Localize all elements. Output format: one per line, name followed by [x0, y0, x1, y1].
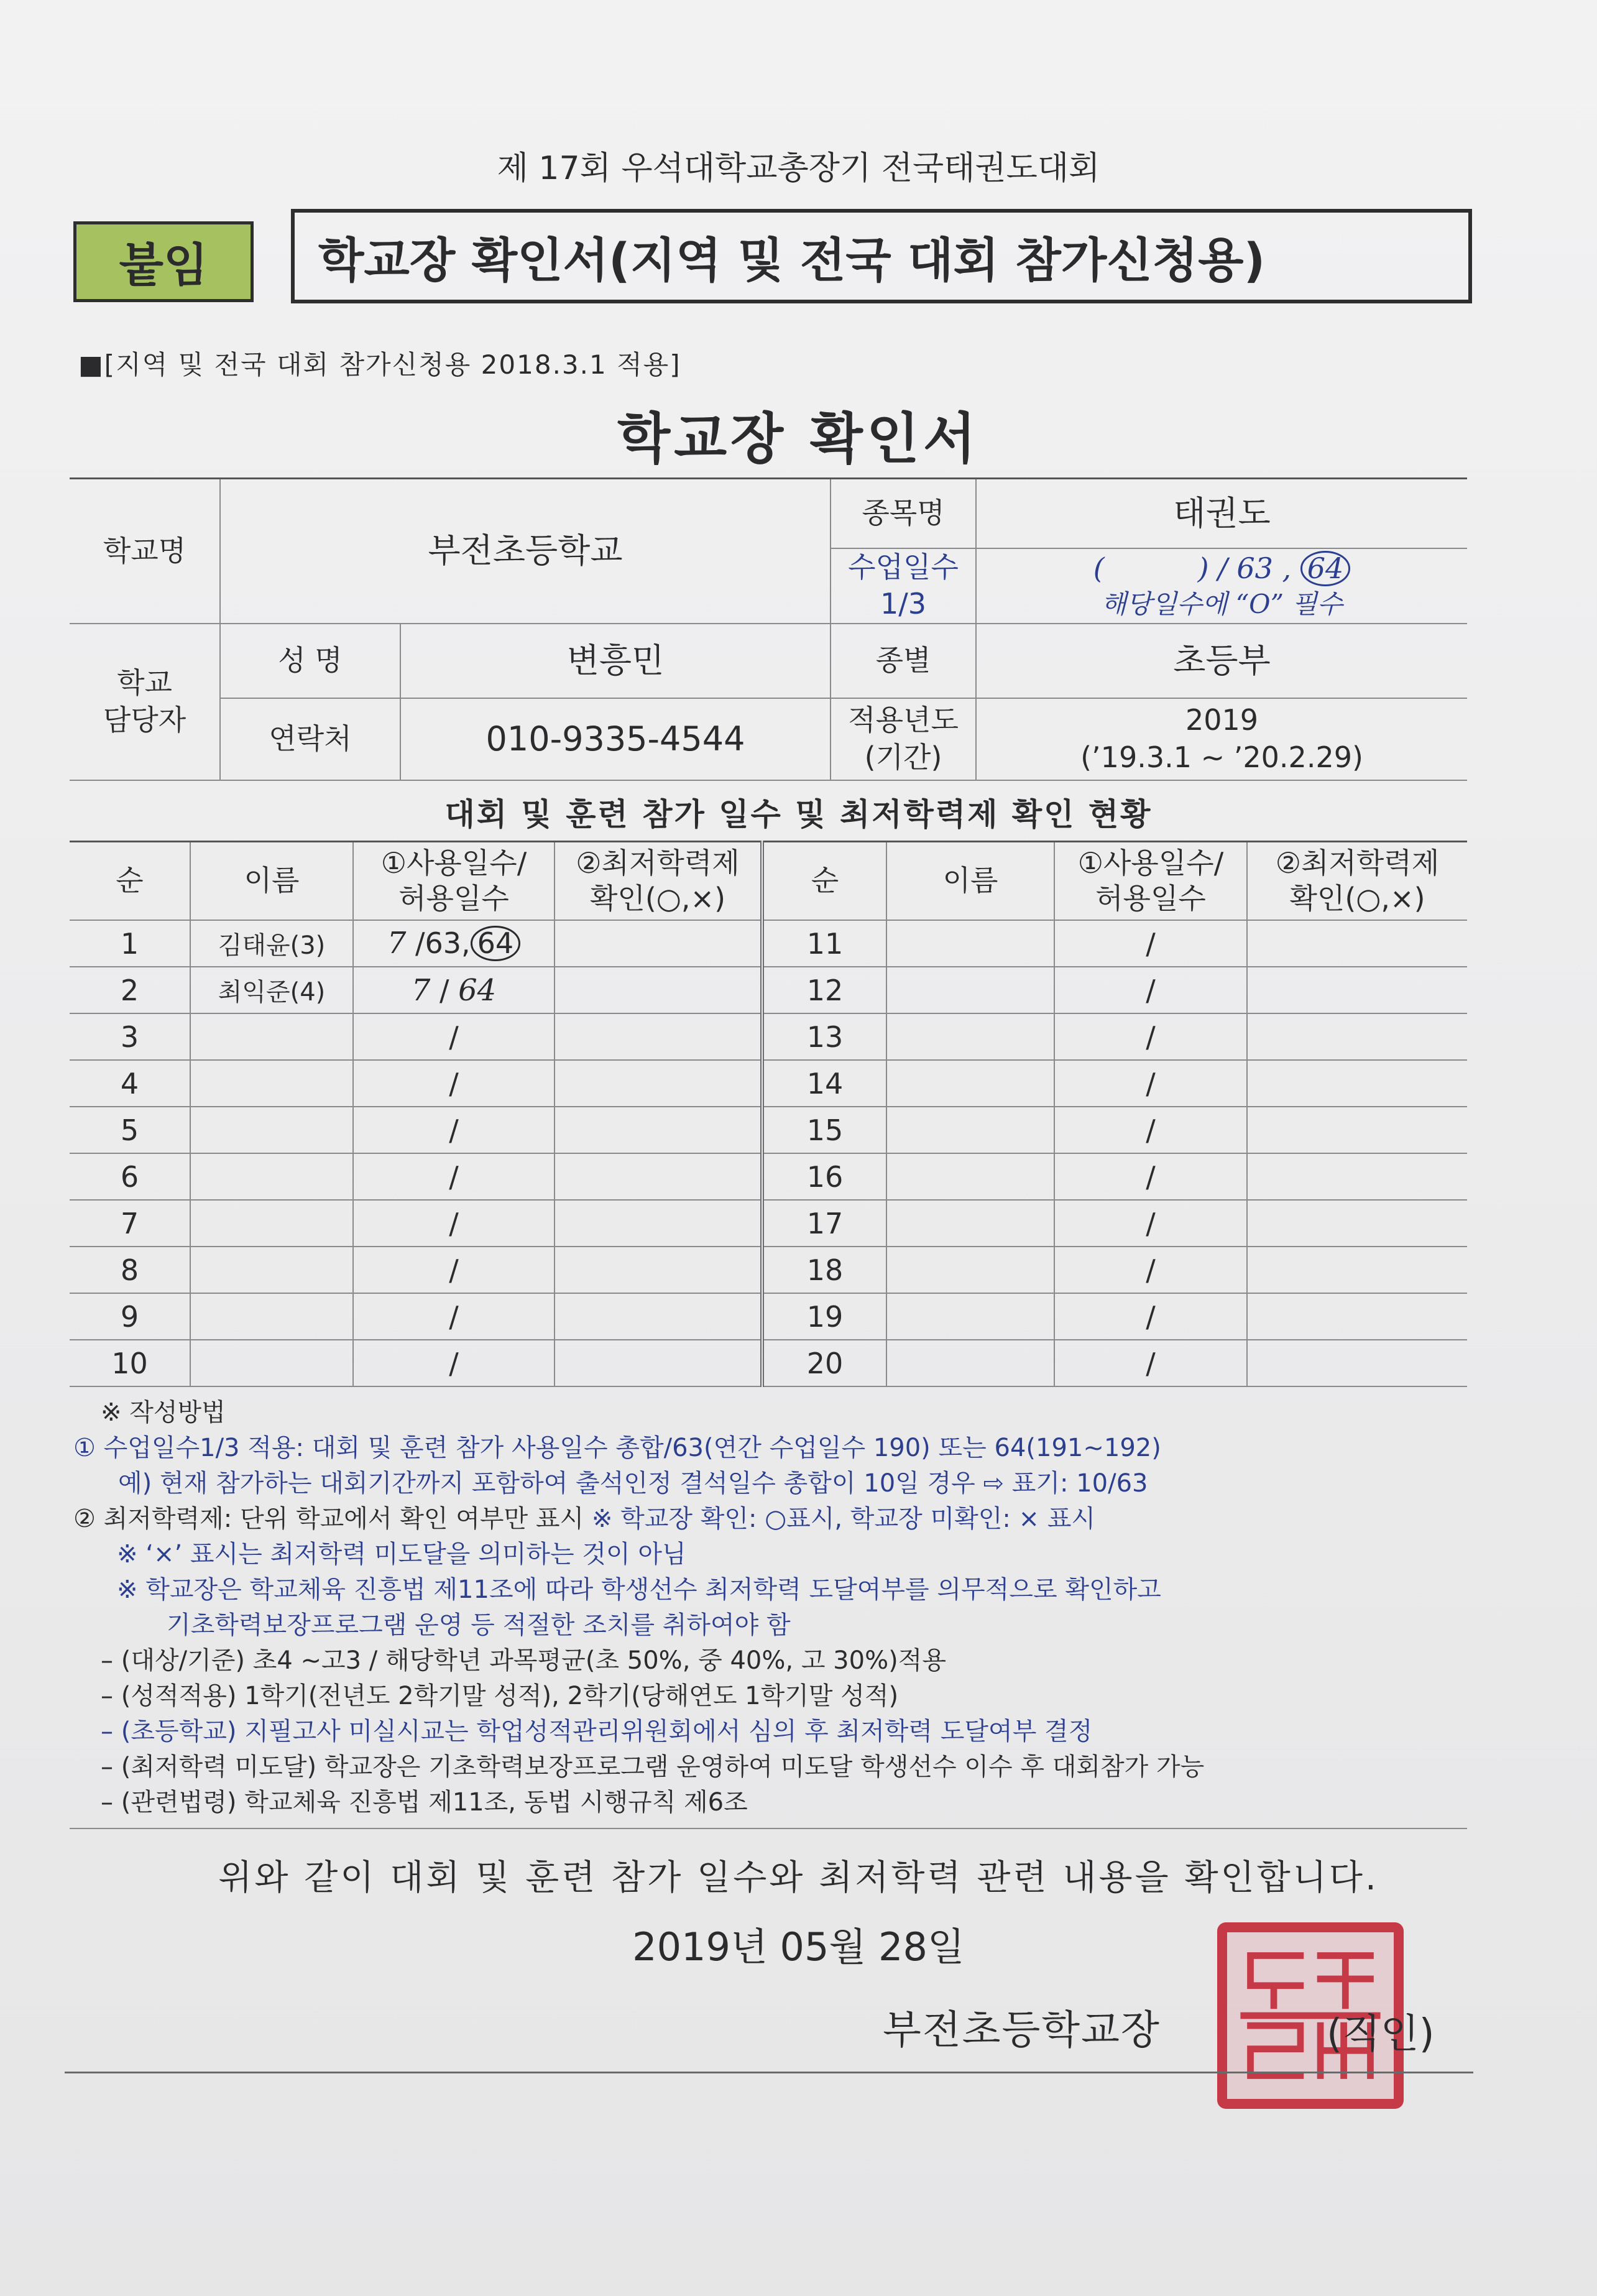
check-cell [1247, 1060, 1467, 1107]
event-value: 태권도 [976, 479, 1467, 548]
row-no: 1 [70, 920, 190, 967]
school-label: 학교명 [70, 479, 220, 624]
row-no: 6 [70, 1153, 190, 1200]
row-no: 12 [762, 967, 886, 1013]
days-cell: / [1054, 1107, 1247, 1153]
document-header-title: 학교장 확인서(지역 및 전국 대회 참가신청용) [291, 209, 1472, 303]
school-days-label: 수업일수 1/3 [831, 548, 976, 624]
check-cell [1247, 967, 1467, 1013]
student-name [190, 1247, 353, 1293]
row-no: 15 [762, 1107, 886, 1153]
table-row [70, 1200, 1467, 1247]
days-cell: / [1054, 920, 1247, 967]
principal-name: 부전초등학교장 [883, 2008, 1161, 2054]
attachment-badge: 붙임 [73, 221, 254, 302]
row-no: 10 [70, 1340, 190, 1386]
confirmation-text: 위와 같이 대회 및 훈련 참가 일수와 최저학력 관련 내용을 확인합니다. [218, 1858, 1379, 1898]
check-cell [555, 1200, 762, 1247]
days-cell: / [353, 1107, 555, 1153]
student-name [886, 920, 1054, 967]
table-row [70, 1340, 1467, 1386]
days-cell: / [353, 1247, 555, 1293]
days-cell: / [353, 1013, 555, 1060]
applicability-note: ■[지역 및 전국 대회 참가신청용 2018.3.1 적용] [78, 349, 681, 380]
student-name [190, 1153, 353, 1200]
days-cell: / [353, 1153, 555, 1200]
student-name [886, 1107, 1054, 1153]
instruction-line: ※ 학교장은 학교체육 진흥법 제11조에 따라 학생선수 최저학력 도달여부를 의무적으로 확인하고 [117, 1575, 1161, 1604]
instruction-line: – (대상/기준) 초4 ~고3 / 해당학년 과목평균(초 50%, 중 40%, 고 30%)적용 [101, 1646, 946, 1675]
year-label: 적용년도 (기간) [831, 698, 976, 780]
check-cell [1247, 1153, 1467, 1200]
header-name: 이름 [886, 842, 1054, 921]
row-no: 11 [762, 920, 886, 967]
check-cell [555, 967, 762, 1013]
instruction-line: – (최저학력 미도달) 학교장은 기초학력보장프로그램 운영하여 미도달 학생선수 이수 후 대회참가 가능 [101, 1753, 1205, 1781]
table-row [70, 967, 1467, 1013]
days-cell: / [1054, 1340, 1247, 1386]
check-cell [555, 1293, 762, 1340]
check-cell [1247, 1200, 1467, 1247]
bottom-rule [65, 2072, 1473, 2073]
issue-date: 2019년 05월 28일 [632, 1924, 965, 1970]
instruction-line: ① 수업일수1/3 적용: 대회 및 훈련 참가 사용일수 총합/63(연간 수업일수 190) 또는 64(191~192) [73, 1434, 1161, 1462]
table-row [70, 1013, 1467, 1060]
row-no: 5 [70, 1107, 190, 1153]
table-row [70, 920, 1467, 967]
student-name [190, 1200, 353, 1247]
school-info-table [70, 477, 1467, 781]
table-row [70, 1060, 1467, 1107]
student-name [886, 1060, 1054, 1107]
table-row [70, 1247, 1467, 1293]
student-name [190, 1107, 353, 1153]
category-label: 종별 [831, 624, 976, 698]
contest-title: 제 17회 우석대학교총장기 전국태권도대회 [497, 150, 1100, 187]
check-cell [1247, 1247, 1467, 1293]
name-label: 성 명 [220, 624, 400, 698]
header-no: 순 [762, 842, 886, 921]
check-cell [1247, 1013, 1467, 1060]
document-title: 학교장 확인서 [617, 407, 980, 471]
check-cell [555, 1013, 762, 1060]
days-cell: / [1054, 1200, 1247, 1247]
row-no: 14 [762, 1060, 886, 1107]
days-cell: / [1054, 1013, 1247, 1060]
divider-line [70, 1828, 1467, 1829]
header-days: ①사용일수/ 허용일수 [1054, 842, 1247, 921]
check-cell [555, 1247, 762, 1293]
section-title: 대회 및 훈련 참가 일수 및 최저학력제 확인 현황 [444, 796, 1153, 832]
row-no: 3 [70, 1013, 190, 1060]
days-cell: 7 /63, 64 [353, 920, 555, 967]
header-check: ②최저학력제 확인(○,×) [1247, 842, 1467, 921]
days-cell: / [353, 1340, 555, 1386]
check-cell [1247, 1293, 1467, 1340]
school-value: 부전초등학교 [220, 479, 831, 624]
check-cell [555, 1340, 762, 1386]
instruction-line: ② 최저학력제: 단위 학교에서 확인 여부만 표시 ※ 학교장 확인: ○표시, 학교장 미확인: × 표시 [73, 1505, 1096, 1533]
instruction-line: 기초학력보장프로그램 운영 등 적절한 조치를 취하여야 함 [167, 1611, 791, 1639]
instruction-line: – (관련법령) 학교체육 진흥법 제11조, 동법 시행규칙 제6조 [101, 1788, 748, 1817]
student-name [190, 1060, 353, 1107]
year-value: 2019 (’19.3.1 ~ ’20.2.29) [976, 698, 1467, 780]
student-name [886, 1013, 1054, 1060]
table-header-row [70, 842, 1467, 921]
row-no: 8 [70, 1247, 190, 1293]
instructions [73, 1395, 1478, 1820]
row-no: 2 [70, 967, 190, 1013]
table-row [70, 1293, 1467, 1340]
category-value: 초등부 [976, 624, 1467, 698]
instruction-line: – (초등학교) 지필고사 미실시교는 학업성적관리위원회에서 심의 후 최저학력 도달여부 결정 [101, 1717, 1093, 1746]
student-name [886, 967, 1054, 1013]
check-cell [555, 920, 762, 967]
check-cell [555, 1107, 762, 1153]
student-name [886, 1247, 1054, 1293]
row-no: 7 [70, 1200, 190, 1247]
days-cell: / [1054, 1247, 1247, 1293]
check-cell [1247, 920, 1467, 967]
days-cell: / [1054, 967, 1247, 1013]
circled-64: 64 [1300, 551, 1351, 586]
row-no: 20 [762, 1340, 886, 1386]
days-cell: / [353, 1060, 555, 1107]
header-no: 순 [70, 842, 190, 921]
table-row [70, 1107, 1467, 1153]
manager-label: 학교 담당자 [70, 624, 220, 780]
check-cell [555, 1060, 762, 1107]
student-name [886, 1293, 1054, 1340]
row-no: 18 [762, 1247, 886, 1293]
student-name [190, 1293, 353, 1340]
row-no: 13 [762, 1013, 886, 1060]
row-no: 9 [70, 1293, 190, 1340]
instruction-line: 예) 현재 참가하는 대회기간까지 포함하여 출석인정 결석일수 총합이 10일 경우 ⇨ 표기: 10/63 [118, 1469, 1148, 1498]
student-name [190, 1013, 353, 1060]
seal-mark-label: (직인) [1327, 2011, 1435, 2057]
days-cell: / [1054, 1293, 1247, 1340]
header-days: ①사용일수/ 허용일수 [353, 842, 555, 921]
student-name: 김태윤(3) [190, 920, 353, 967]
days-cell: / [353, 1293, 555, 1340]
header-check: ②최저학력제 확인(○,×) [555, 842, 762, 921]
days-cell: / [1054, 1060, 1247, 1107]
row-no: 19 [762, 1293, 886, 1340]
event-label: 종목명 [831, 479, 976, 548]
contact-value: 010-9335-4544 [400, 698, 831, 780]
contact-label: 연락처 [220, 698, 400, 780]
instructions-heading: ※ 작성방법 [101, 1398, 226, 1427]
check-cell [1247, 1107, 1467, 1153]
student-name [886, 1200, 1054, 1247]
check-cell [1247, 1340, 1467, 1386]
check-cell [555, 1153, 762, 1200]
days-cell: / [353, 1200, 555, 1247]
days-cell: 7 / 64 [353, 967, 555, 1013]
instruction-line: – (성적적용) 1학기(전년도 2학기말 성적), 2학기(당해연도 1학기말 성적) [101, 1682, 899, 1710]
student-name: 최익준(4) [190, 967, 353, 1013]
row-no: 4 [70, 1060, 190, 1107]
student-name [190, 1340, 353, 1386]
row-no: 17 [762, 1200, 886, 1247]
instruction-line: ※ ‘×’ 표시는 최저학력 미도달을 의미하는 것이 아님 [117, 1540, 686, 1569]
participation-table [70, 841, 1467, 1387]
days-cell: / [1054, 1153, 1247, 1200]
student-name [886, 1340, 1054, 1386]
name-value: 변흥민 [400, 624, 831, 698]
student-name [886, 1153, 1054, 1200]
table-row [70, 1153, 1467, 1200]
school-days-value: ( ) / 63 , 64 해당일수에 “O” 필수 [976, 548, 1467, 624]
header-name: 이름 [190, 842, 353, 921]
row-no: 16 [762, 1153, 886, 1200]
